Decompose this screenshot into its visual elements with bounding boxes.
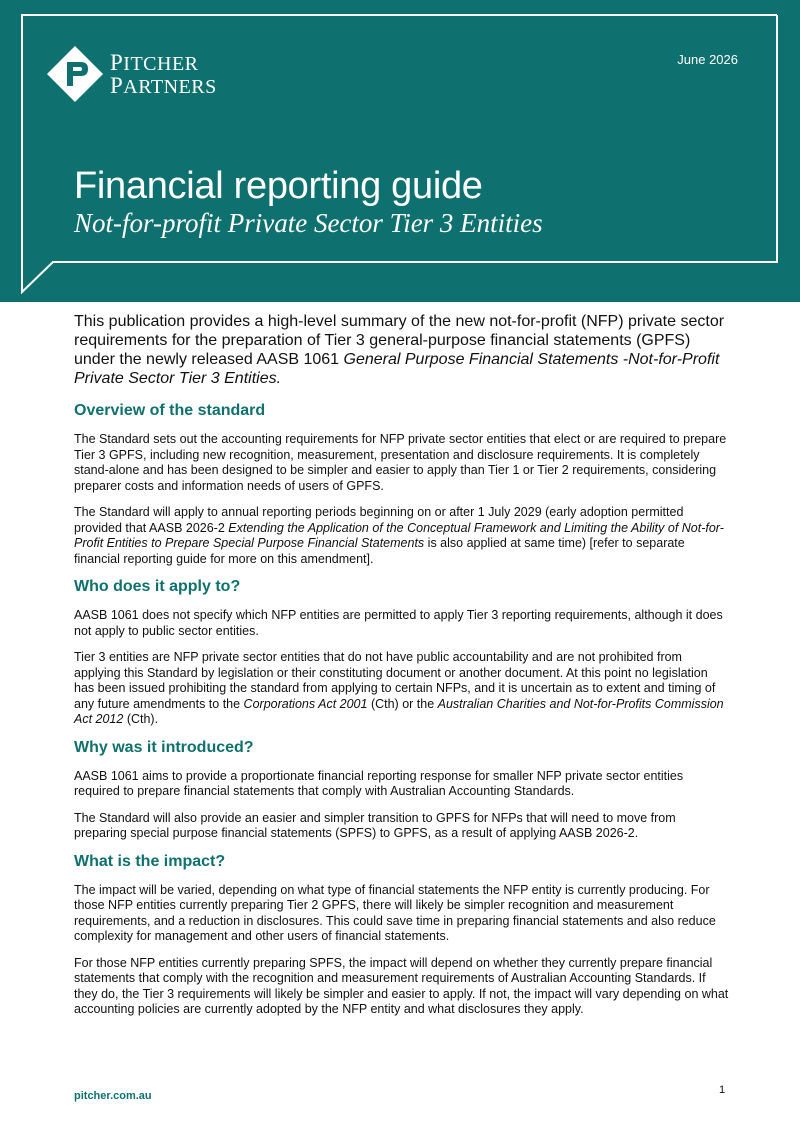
brand-line2: PARTNERS <box>110 73 217 98</box>
intro-text: This publication provides a high-level summary of the new not-for-profit (NFP) private sector requirements for the preparation of Tier 3 general-purpose financial statements (GPFS) under the newly released AASB 1061 <box>74 313 725 368</box>
heading-overview: Overview of the standard <box>74 402 266 419</box>
heading-who: Who does it apply to? <box>74 578 241 595</box>
impact-paragraph-2: For those NFP entities currently preparing SPFS, the impact will depend on whether they currently prepare financial statements that comply with the recognition and measurement requirements of Australian Accounting Standards. If they do, the Tier 3 requirements will likely be simpler and easier to apply. If not, the impact will vary depending on what accounting policies are currently adopted by the NFP entity and what disclosures they apply. <box>74 955 729 1016</box>
overview-p2-text-a: The Standard will apply to annual reporting periods beginning on or after 1 July 2029 (early adoption permitted provided that AASB 2026-2 <box>74 505 684 535</box>
heading-impact: What is the impact? <box>74 852 226 870</box>
overview-p2-text-b: is also applied at same time) [refer to separate financial reporting guide for more on this amendment]. <box>74 536 685 566</box>
page-title: Financial reporting guide <box>74 165 483 207</box>
pitcher-logo-icon <box>47 46 103 102</box>
overview-paragraph-1: The Standard sets out the accounting requirements for NFP private sector entities that elect or are required to prepare Tier 3 GPFS, including new recognition, measurement, presentation and disclosure requirements. It is completely stand-alone and has been designed to be simpler and easier to apply than Tier 1 or Tier 2 requirements, considering preparer costs and information needs of users of GPFS. <box>74 432 727 493</box>
who-p2-text-c: (Cth). <box>123 712 159 726</box>
why-paragraph-1: AASB 1061 aims to provide a proportionate financial reporting response for smaller NFP private sector entities required to prepare financial statements that comply with Australian Accounting Standards. <box>74 768 684 798</box>
page-number: 1 <box>719 1084 726 1096</box>
header-banner <box>0 0 800 302</box>
publication-date: June 2026 <box>677 52 738 67</box>
brand-line1: PITCHER <box>110 50 199 75</box>
overview-p2-standard-title: Extending the Application of the Conceptual Framework and Limiting the Ability of Not-for-Profit Entities to Prepare Special Purpose Financial Statements <box>74 520 724 550</box>
why-paragraph-2: The Standard will also provide an easier and simpler transition to GPFS for NFPs that will need to move from preparing special purpose financial statements (SPFS) to GPFS, as a result of applying AASB 2026-2. <box>74 810 676 840</box>
intro-paragraph <box>74 312 730 388</box>
main-content <box>74 312 730 1029</box>
who-p2-text-a: Tier 3 entities are NFP private sector entities that do not have public accountability and are not prohibited from applying this Standard by legislation or their constituting document or another document. At this point no legislation has been issued prohibiting the standard from applying to certain NFPs, and it is uncertain as to extent and timing of any future amendments to the <box>74 650 716 711</box>
who-p2-act-1: Corporations Act 2001 <box>243 696 368 711</box>
who-p2-text-b: (Cth) or the <box>367 696 438 711</box>
who-paragraph-1: AASB 1061 does not specify which NFP entities are permitted to apply Tier 3 reporting requirements, although it does not apply to public sector entities. <box>74 608 723 638</box>
impact-paragraph-1: The impact will be varied, depending on what type of financial statements the NFP entity is currently producing. For those NFP entities currently preparing Tier 2 GPFS, there will likely be simpler recognition and measurement requirements, and a reduction in disclosures. This could save time in preparing financial statements and also reduce complexity for management and other users of financial statements. <box>74 882 716 943</box>
who-p2-act-2: Australian Charities and Not-for-Profits Commission Act 2012 <box>74 696 724 726</box>
page-subtitle: Not-for-profit Private Sector Tier 3 Entities <box>74 208 543 238</box>
speech-frame-outline <box>0 0 800 302</box>
website-link[interactable]: pitcher.com.au <box>74 1090 152 1102</box>
heading-why: Why was it introduced? <box>74 738 254 756</box>
intro-standard-title: General Purpose Financial Statements -Not-for-Profit Private Sector Tier 3 Entities. <box>74 351 720 387</box>
who-paragraph-2 <box>74 650 730 728</box>
overview-paragraph-2 <box>74 505 730 567</box>
brand-wordmark <box>110 52 217 98</box>
